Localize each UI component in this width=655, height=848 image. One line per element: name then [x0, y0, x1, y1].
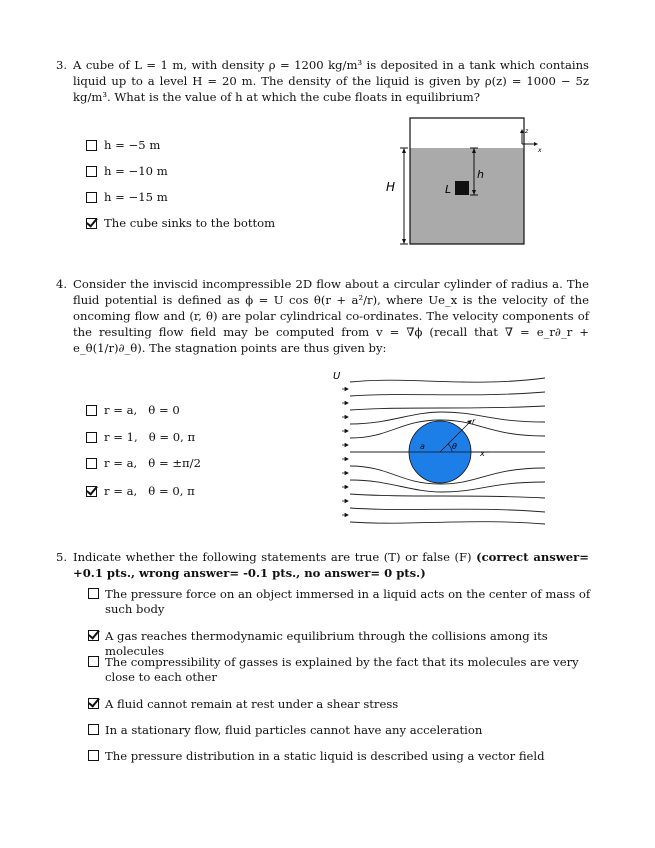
label-H: H	[386, 180, 396, 194]
checkbox[interactable]	[88, 630, 99, 641]
liquid-fill	[410, 148, 524, 244]
question-text	[73, 549, 589, 581]
q5-statement-4[interactable]	[88, 697, 593, 712]
option-label: h = −15 m	[104, 190, 168, 204]
question-text: Consider the inviscid incompressible 2D flow about a circular cylinder of radius a. The fluid potential is defined as ϕ = U cos θ(r + a²/r), where Ue_x is the velocity of the oncoming flow and (r, θ) are polar cylindrical co-ordinates. The velocity components of the resulting flow field may be computed from v = ∇ϕ (recall that ∇ = e_r∂_r + e_θ(1/r)∂_θ). The stagnation points are thus given by:	[73, 277, 589, 355]
q5-statement-1[interactable]	[88, 587, 593, 617]
q3-option-1[interactable]	[86, 138, 160, 152]
label-x: x	[480, 449, 485, 458]
checkbox[interactable]	[86, 432, 97, 443]
option-label: r = a, θ = 0, π	[104, 484, 195, 498]
option-label: r = a, θ = 0	[104, 403, 180, 417]
q3-option-2[interactable]	[86, 164, 168, 178]
statement-label: The pressure distribution in a static liquid is described using a vector field	[105, 749, 545, 763]
option-label: r = a, θ = ±π/2	[104, 456, 201, 470]
inflow-arrows	[342, 387, 348, 516]
question-4	[56, 276, 589, 356]
label-theta: θ	[452, 442, 457, 451]
question-text: A cube of L = 1 m, with density ρ = 1200 kg/m³ is deposited in a tank which contains liquid up to a level H = 20 m. The density of the liquid is given by ρ(z) = 1000 − 5z kg/m³. What is the value of h at which the cube floats in equilibrium?	[73, 58, 589, 104]
checkbox[interactable]	[86, 140, 97, 151]
checkbox[interactable]	[86, 458, 97, 469]
checkbox[interactable]	[86, 405, 97, 416]
question-number: 5.	[56, 550, 68, 564]
statement-label: The compressibility of gasses is explained by the fact that its molecules are very close to each other	[105, 655, 579, 684]
option-label: h = −10 m	[104, 164, 168, 178]
q4-option-4[interactable]	[86, 484, 195, 498]
statement-label: A gas reaches thermodynamic equilibrium through the collisions among its molecules	[105, 629, 548, 658]
q4-option-1[interactable]	[86, 403, 180, 417]
label-x: x	[538, 147, 542, 154]
question-5	[56, 549, 589, 581]
question-text-bold: (correct answer= +0.1 pts., wrong answer= -0.1 pts., no answer= 0 pts.)	[73, 550, 589, 580]
q4-option-2[interactable]	[86, 430, 195, 444]
q4-option-3[interactable]	[86, 456, 201, 470]
question-number: 3.	[56, 58, 68, 72]
question-number: 4.	[56, 277, 68, 291]
checkbox[interactable]	[88, 698, 99, 709]
label-z: z	[525, 128, 529, 135]
label-U: U	[333, 371, 341, 382]
checkbox[interactable]	[88, 724, 99, 735]
label-a: a	[420, 442, 425, 451]
statement-label: The pressure force on an object immersed in a liquid acts on the center of mass of such body	[105, 587, 591, 616]
statement-label: In a stationary flow, fluid particles cannot have any acceleration	[105, 723, 483, 737]
question-text-plain: Indicate whether the following statements are true (T) or false (F)	[73, 550, 477, 564]
q5-statement-6[interactable]	[88, 749, 593, 764]
option-label: r = 1, θ = 0, π	[104, 430, 196, 444]
statement-label: A fluid cannot remain at rest under a shear stress	[105, 697, 399, 711]
checkbox[interactable]	[86, 192, 97, 203]
checkbox[interactable]	[86, 218, 97, 229]
label-h: h	[477, 168, 484, 181]
checkbox[interactable]	[88, 656, 99, 667]
q3-option-3[interactable]	[86, 190, 168, 204]
question-3	[56, 57, 589, 105]
option-label: h = −5 m	[104, 138, 161, 152]
label-L: L	[445, 183, 452, 196]
q3-option-4[interactable]	[86, 216, 275, 230]
flow-figure	[330, 366, 552, 530]
label-r: r	[472, 417, 476, 426]
q5-statement-5[interactable]	[88, 723, 593, 738]
checkbox[interactable]	[88, 750, 99, 761]
checkbox[interactable]	[86, 486, 97, 497]
q5-statement-3[interactable]	[88, 655, 593, 685]
option-label: The cube sinks to the bottom	[104, 216, 276, 230]
checkbox[interactable]	[86, 166, 97, 177]
checkbox[interactable]	[88, 588, 99, 599]
tank-figure	[380, 112, 550, 250]
cube	[455, 181, 469, 195]
